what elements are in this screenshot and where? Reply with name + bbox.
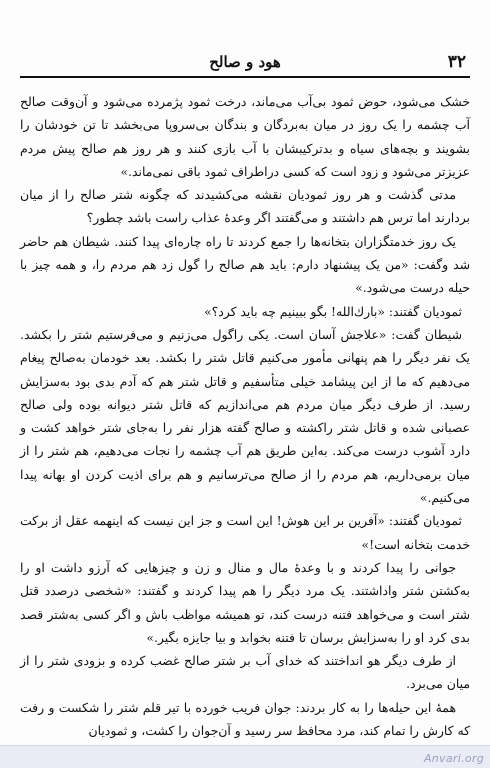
watermark-bar	[0, 745, 490, 768]
paragraph: جوانی را پیدا کردند و با وعدهٔ مال و منال و زن و چیزهایی که آرزو داشت او را به‌کشتن شتر واداشتند. یک مرد دیگر را هم پیدا کردند و گفتند: «شخصی درصدد قتل شتر است و می‌خواهد فتنه درست کند، تو همیشه مواظب باش و اگر کسی به‌شتر قصد بدی کرد او را به‌سزایش برسان تا فتنه بخوابد و بیا جایزه بگیر.»	[20, 559, 470, 645]
chapter-title: هود و صالح	[209, 53, 281, 71]
paragraph: ثمودیان گفتند: «بارك‌الله! بگو ببینیم چه باید کرد؟»	[204, 303, 462, 319]
body-text	[20, 90, 470, 742]
paragraph: خشک می‌شود، حوض ثمود بی‌آب می‌ماند، درخت ثمود پژمرده می‌شود و آن‌وقت صالح آب چشمه را یک روز در میان به‌بردگان و بندگان بی‌سروپا می‌بخشد تا تن خودشان را بشویند و بچه‌های سیاه و بدترکیبشان با آب بازی کنند و هر روز هم صالح پیش مردم عزیزتر می‌شود و زود است که کسی دراطراف ثمود باقی نمی‌ماند.»	[20, 94, 470, 179]
paragraph: از طرف دیگر هو انداختند که خدای آب بر شتر صالح غضب کرده و بزودی شتر را از میان می‌برد.	[20, 653, 470, 692]
page-header	[20, 52, 470, 74]
paragraph: مدتی گذشت و هر روز ثمودیان نقشه می‌کشیدند که چگونه شتر صالح را از میان بردارند اما ترس هم داشتند و می‌گفتند اگر وعدهٔ عذاب راست باشد چطور؟	[20, 187, 470, 226]
page-number: ۳۲	[447, 52, 466, 72]
paragraph: همهٔ این حیله‌ها را به کار بردند: جوان فریب خورده با تیر قلم شتر را شکست و رفت که کارش را تمام کند، مرد محافظ سر رسید و آن‌جوان را کشت، و ثمودیان	[20, 699, 470, 739]
paragraph: یک روز خدمتگزاران بتخانه‌ها را جمع کردند تا راه چاره‌ای پیدا کنند. شیطان هم حاضر شد وگفت: «من یک پیشنهاد دارم: باید هم صالح را گول زد هم مردم را، و همه چیز با حیله درست می‌شود.»	[20, 233, 470, 296]
header-rule	[20, 76, 470, 78]
watermark: Anvari.org	[423, 752, 484, 765]
paragraph: شیطان گفت: «علاجش آسان است. یکی راگول می‌زنیم و می‌فرستیم شتر را بکشد. یک نفر دیگر را هم پنهانی مأمور می‌کنیم قاتل شتر را بکشد. بعد خودمان به‌صالح پیغام می‌دهیم که ما از این پیشامد خیلی متأسفیم و قاتل شتر هم که آدم بدی بود به‌سزایش رسید. از طرف دیگر میان مردم هم می‌اندازیم که قاتل شتر دیوانه بوده ولی صالح عصبانی شده و قاتل شتر راکشته و صالح گفته هزار نفر را به‌جای شتر خواهد کشت و دارد آشوب درست می‌کند. به‌این طریق هم آب چشمه را نجات می‌دهیم، هم شتر را از میان برمی‌داریم، هم مردم را از صالح می‌ترسانیم و هم برای اذیت کردن او بهانه پیدا می‌کنیم.»	[20, 326, 470, 506]
paragraph: ثمودیان گفتند: «آفرین بر این هوش! این است و جز این نیست که اینهمه عقل از برکت خدمت بتخانه است!»	[20, 513, 470, 552]
